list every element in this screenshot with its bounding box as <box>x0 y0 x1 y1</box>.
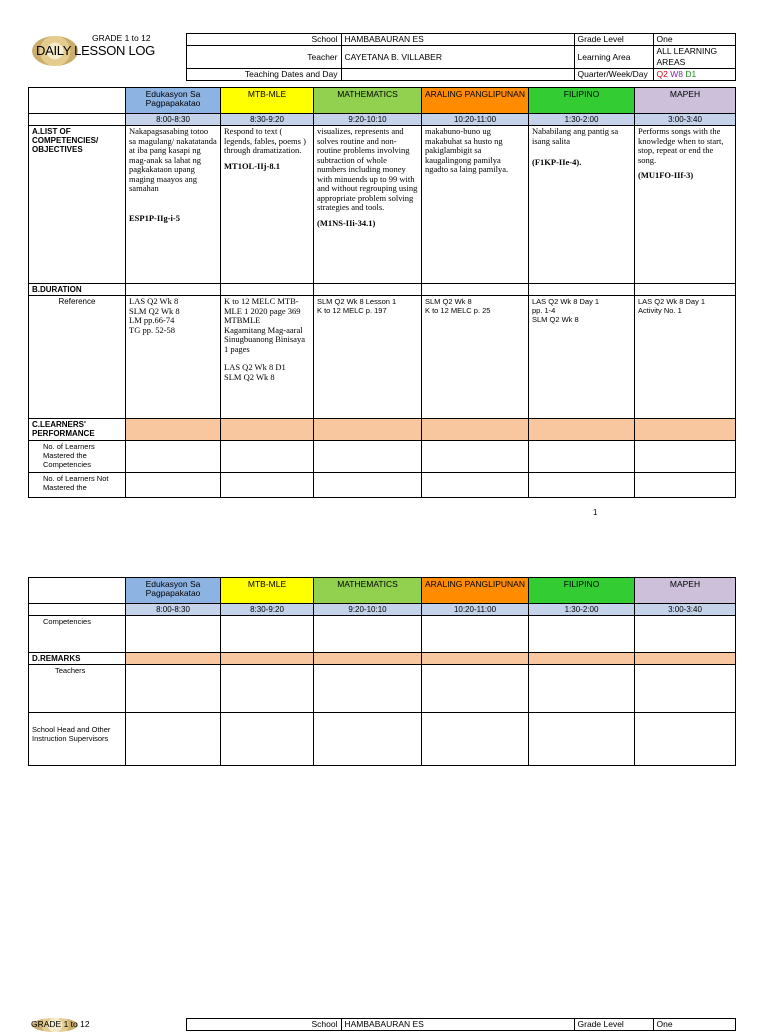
ref-line: K to 12 MELC p. 25 <box>425 306 491 315</box>
objective-esp-code: ESP1P-IIg-i-5 <box>129 212 180 223</box>
time-ap: 10:20-11:00 <box>422 114 529 126</box>
time-mtb: 8:30-9:20 <box>221 114 314 126</box>
subject-esp: Edukasyon Sa Pagpapakatao <box>126 88 221 114</box>
ref-line: Kagamitang Mag-aaral <box>224 324 303 335</box>
reference-fil <box>529 296 635 419</box>
remarks-label: D.REMARKS <box>29 653 126 665</box>
mastered-label: No. of Learners Mastered the Competencies <box>29 441 126 473</box>
time-math: 9:20-10:10 <box>314 604 422 616</box>
subject-ap: ARALING PANGLIPUNAN <box>422 578 529 604</box>
objective-fil-code: (F1KP-IIe-4). <box>532 157 582 167</box>
grade-level-label: Grade Level <box>574 34 653 46</box>
not-mastered-label: No. of Learners Not Mastered the <box>29 473 126 498</box>
objective-mtb-text: Respond to text ( legends, fables, poems ) through dramatization. <box>224 126 306 155</box>
lesson-table-1 <box>28 87 736 498</box>
competencies-label: A.LIST OF COMPETENCIES/ OBJECTIVES <box>29 126 126 284</box>
grade-level-value: One <box>653 34 735 46</box>
objective-math-code: (M1NS-IIi-34.1) <box>317 217 376 228</box>
dates-label: Teaching Dates and Day <box>186 69 341 81</box>
objective-mapeh <box>635 126 736 284</box>
grade-range: GRADE 1 to 12 <box>92 33 151 43</box>
time-math: 9:20-10:10 <box>314 114 422 126</box>
duration-label: B.DURATION <box>29 284 126 296</box>
header-table <box>28 33 736 81</box>
subject-math: MATHEMATICS <box>314 88 422 114</box>
performance-label: C.LEARNERS' PERFORMANCE <box>29 419 126 441</box>
learning-area-value: ALL LEARNING AREAS <box>653 46 735 69</box>
time-esp: 8:00-8:30 <box>126 114 221 126</box>
ref-line: Activity No. 1 <box>638 306 682 315</box>
lesson-table-2 <box>28 577 736 766</box>
subject-math: MATHEMATICS <box>314 578 422 604</box>
ref-line: SLM Q2 Wk 8 <box>425 297 472 306</box>
objective-math <box>314 126 422 284</box>
ref-line: Sinugbuanong Binisaya 1 pages <box>224 334 305 354</box>
reference-ap <box>422 296 529 419</box>
school-label-2: School <box>186 1019 341 1031</box>
quarter-value <box>653 69 735 81</box>
time-mtb: 8:30-9:20 <box>221 604 314 616</box>
teacher-value: CAYETANA B. VILLABER <box>341 46 574 69</box>
objective-math-text: visualizes, represents and solves routine and non-routine problems involving subtraction of whole numbers including money with minuends up to 99 with and without regrouping using appropriate problem solving strategies and tools. <box>317 126 418 212</box>
quarter-label: Quarter/Week/Day <box>574 69 653 81</box>
ref-line: SLM Q2 Wk 8 <box>129 305 180 316</box>
objective-mtb-code: MT1OL-IIj-8.1 <box>224 160 280 171</box>
objective-mtb <box>221 126 314 284</box>
grade-range-2: GRADE 1 to 12 <box>31 1019 90 1029</box>
time-ap: 10:20-11:00 <box>422 604 529 616</box>
school-value-2: HAMBABAURAN ES <box>341 1019 574 1031</box>
grade-level-value-2: One <box>653 1019 735 1031</box>
teachers-label: Teachers <box>29 665 126 713</box>
ref-line: K to 12 MELC MTB-MLE 1 2020 page 369 <box>224 296 301 316</box>
subject-mtb: MTB-MLE <box>221 578 314 604</box>
objective-ap-text: makabuno-buno ug makabuhat sa husto ng pakiglambigit sa kaugalingong pamilya ngadto sa laing pamilya. <box>425 126 509 174</box>
objective-mapeh-code: (MU1FO-IIf-3) <box>638 170 694 180</box>
subject-fil: FILIPINO <box>529 88 635 114</box>
ref-line: SLM Q2 Wk 8 Lesson 1 <box>317 297 397 306</box>
subject-fil: FILIPINO <box>529 578 635 604</box>
school-label: School <box>186 34 341 46</box>
reference-esp <box>126 296 221 419</box>
ref-line: TG pp. 52-58 <box>129 324 176 335</box>
subject-esp: Edukasyon Sa Pagpapakatao <box>126 578 221 604</box>
teacher-label: Teacher <box>186 46 341 69</box>
reference-mtb <box>221 296 314 419</box>
header-table-2 <box>28 1018 736 1031</box>
school-head-label: School Head and Other Instruction Supervisors <box>29 713 126 766</box>
reference-math <box>314 296 422 419</box>
grade-level-label-2: Grade Level <box>574 1019 653 1031</box>
learning-area-label: Learning Area <box>574 46 653 69</box>
subject-ap: ARALING PANGLIPUNAN <box>422 88 529 114</box>
ref-line: K to 12 MELC p. 197 <box>317 306 387 315</box>
objective-ap <box>422 126 529 284</box>
time-mapeh: 3:00-3:40 <box>635 604 736 616</box>
dates-value <box>341 69 574 81</box>
ref-line: pp. 1-4 <box>532 306 556 315</box>
subject-mapeh: MAPEH <box>635 88 736 114</box>
ref-line: LAS Q2 Wk 8 Day 1 <box>532 297 600 306</box>
ref-line: SLM Q2 Wk 8 <box>224 371 275 382</box>
objective-esp <box>126 126 221 284</box>
quarter-w: W8 <box>670 69 683 79</box>
time-fil: 1:30-2:00 <box>529 604 635 616</box>
ref-line: LAS Q2 Wk 8 <box>129 296 179 306</box>
competencies-label-2: Competencies <box>29 616 126 653</box>
objective-fil-text: Nababilang ang pantig sa isang salita <box>532 126 619 146</box>
reference-mapeh <box>635 296 736 419</box>
reference-label: Reference <box>29 296 126 419</box>
school-value: HAMBABAURAN ES <box>341 34 574 46</box>
page-number: 1 <box>593 508 598 517</box>
objective-mapeh-text: Performs songs with the knowledge when to start, stop, repeat or end the song. <box>638 126 724 165</box>
subject-mapeh: MAPEH <box>635 578 736 604</box>
subject-mtb: MTB-MLE <box>221 88 314 114</box>
time-fil: 1:30-2:00 <box>529 114 635 126</box>
quarter-q: Q2 <box>656 69 668 79</box>
ref-line: SLM Q2 Wk 8 <box>532 315 579 324</box>
ref-line: LAS Q2 Wk 8 Day 1 <box>638 297 706 306</box>
objective-fil <box>529 126 635 284</box>
doc-title: DAILY LESSON LOG <box>36 43 155 58</box>
time-esp: 8:00-8:30 <box>126 604 221 616</box>
quarter-d: D1 <box>685 69 697 79</box>
ref-line: LM pp.66-74 <box>129 315 175 325</box>
ref-line: LAS Q2 Wk 8 D1 <box>224 362 286 372</box>
time-mapeh: 3:00-3:40 <box>635 114 736 126</box>
objective-esp-text: Nakapagsasabing totoo sa magulang/ nakatatanda at iba pang kasapi ng mag-anak sa lahat ng pagkakataon upang maging maayos ang samahan <box>129 126 217 193</box>
ref-line: MTBMLE <box>224 315 261 325</box>
